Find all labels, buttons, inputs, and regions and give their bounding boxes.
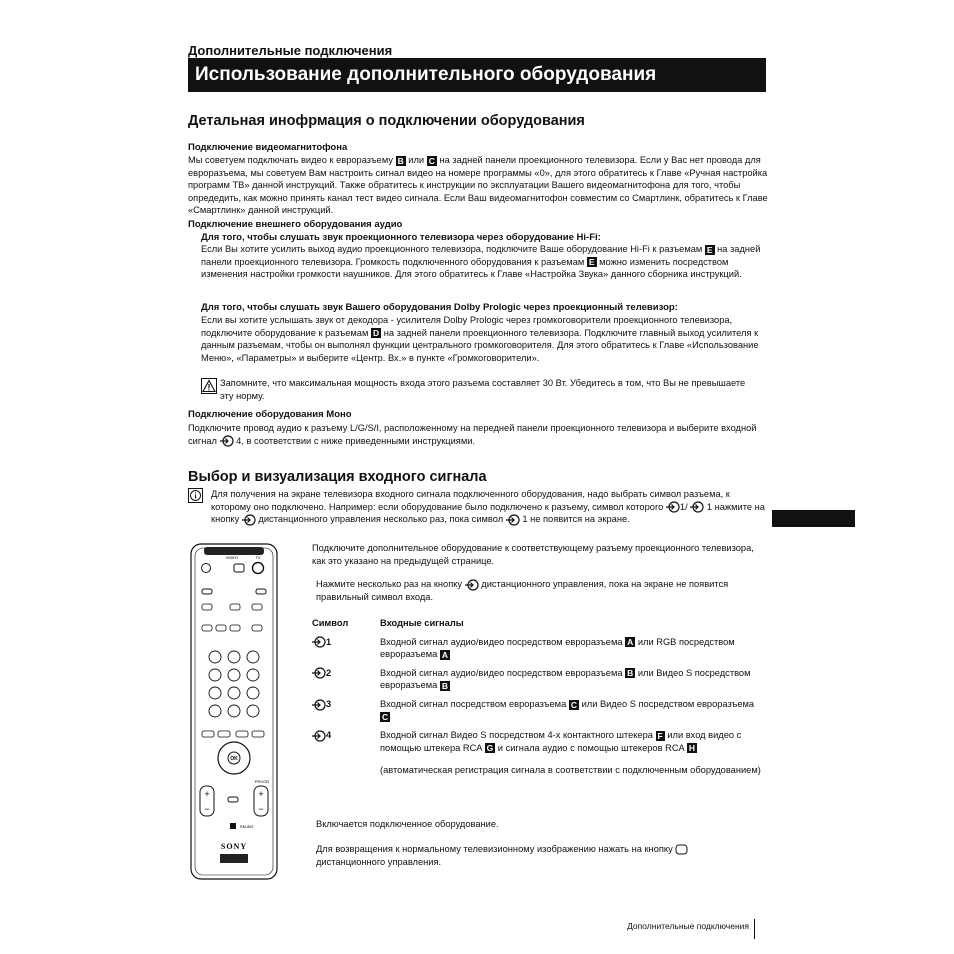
audio-heading: Подключение внешнего оборудования аудио: [188, 219, 403, 230]
info-paragraph: Для получения на экране телевизора входного сигнала подключенного оборудования, надо выбрать символ разъема, к которому оно подключено. Например: если оборудование было подключено к разъему, символ которого 1/ 1 нажмите на кнопку дистанционного управления несколько раз, пока символ 1 не появится на экране.: [211, 489, 765, 525]
remote-model-label: RM-892: [240, 825, 254, 829]
svg-text:OK: OK: [230, 756, 238, 762]
warning-icon: [201, 378, 217, 394]
connector-badge: C: [428, 155, 435, 166]
input-signal-table: [312, 617, 764, 777]
vcr-paragraph: Мы советуем подключать видео к евроразъему B или C на задней панели проекционного телевизора. Если у Вас нет провода для евроразъема, мы советуем Вам настроить сигнал видео на номере программы «0», для этого обратитесь к Главе «Ручная настройка программ ТВ» данной инструкций. Также обратитесь к инструкции по эксплуатации Вашего видеомагнитофона для того, чтобы опредедить, как можно принять канал тест видео сигнала. Если Ваш видеомагнитофон совместим со Смартлинк, обратитесь к Главе «Смартлинк» данной инструкций.: [188, 155, 768, 216]
page-banner-title: Использование дополнительного оборудования: [188, 58, 766, 92]
connector-badge: D: [372, 328, 380, 339]
remote-tv-label: TV: [255, 555, 261, 560]
svg-text:−: −: [258, 804, 264, 814]
input-icon: [312, 667, 326, 679]
section-label: Дополнительные подключения: [188, 43, 393, 58]
step-4-text: Для возвращения к нормальному телевизионному изображению нажать на кнопку дистанционного управления.: [316, 843, 756, 868]
input-icon: [242, 514, 256, 526]
table-row: 2 Входной сигнал аудио/видео посредством евроразъема B или Видео S посредством евроразъема B: [312, 667, 764, 698]
remote-video-label: VIDEO: [225, 555, 239, 560]
column-header-signals: Входные сигналы: [380, 618, 464, 628]
svg-text:+: +: [258, 789, 264, 799]
remote-control-illustration: [190, 543, 278, 880]
table-row: 1 Входной сигнал аудио/видео посредством евроразъема A или RGB посредством евроразъема A: [312, 636, 764, 667]
column-header-symbol: Символ: [312, 618, 349, 628]
warning-text: Запомните, что максимальная мощность входа этого разъема составляет 30 Вт. Убедитесь в том, что Вы не превышаете эту норму.: [220, 378, 746, 401]
step-3-text: Включается подключенное оборудование.: [316, 819, 499, 829]
vcr-heading: Подключение видеомагнитофона: [188, 142, 348, 153]
step-1-text: Подключите дополнительное оборудование к соответствующему разъему проекционного телевизора, как это указано на предыдущей странице.: [312, 543, 754, 566]
info-icon: [188, 488, 203, 503]
connector-badge: E: [588, 257, 595, 268]
input-icon: [465, 579, 479, 591]
page-footer: Дополнительные подключения: [627, 921, 749, 931]
table-header-row: [312, 617, 764, 636]
svg-text:+: +: [204, 789, 210, 799]
footer-divider: [754, 919, 755, 939]
remote-progr-label: PROGR: [254, 779, 270, 784]
mono-paragraph: Подключите провод аудио к разъему L/G/S/I, расположенному на передней панели проекционного телевизора и выберите входной сигнал 4, в соответствии с ниже приведенными инструкциями.: [188, 423, 757, 446]
input-icon: [312, 730, 326, 742]
step-2-text: Нажмите несколько раз на кнопку дистанционного управления, пока на экране не появится правильный символ входа.: [316, 579, 729, 602]
hifi-paragraph: Если Вы хотите усилить выход аудио проекционного телевизора, подключите Ваше оборудование Hi-Fi к разъемам E на задней панели проекционного телевизора. Громкость подключенного оборудования к разъемам E можно изменить посредством изменения настройки громкости наушников. Для этого обратитесь к Главе «Настройка Звука» данного сборника инструкций.: [201, 244, 761, 280]
input-icon: [690, 501, 704, 513]
auto-registration-note: (автоматическая регистрация сигнала в соответствии с подключенным оборудованием): [380, 765, 761, 776]
table-row: 4 Входной сигнал Видео S посредством 4-х контактного штекера F или вход видео с помощью штекера RCA G и сигнала аудио с помощью штекеров RCA H: [312, 729, 764, 764]
svg-text:−: −: [204, 804, 210, 814]
dolby-paragraph: Если вы хотите услышать звук от декодора - усилителя Dolby Prologic через громкоговорители проекционного телевизора, подключите оборудование к разъемам D на задней панели проекционного телевизора. Подключите главный выход усилителя к данным разъемам, чтобы он выполнял функции центрального громкоговорителя. Для этого обратитесь к Главе «Использование Меню», «Параметры» и выберите «Центр. Вх.» в пункте «Громкоговорители».: [201, 315, 759, 363]
chapter-tab: [772, 510, 855, 527]
mono-heading: Подключение оборудования Моно: [188, 409, 352, 420]
input-icon: [220, 435, 234, 447]
input-icon: [506, 514, 520, 526]
table-row: 3 Входной сигнал посредством евроразъема C или Видео S посредством евроразъема C: [312, 698, 764, 729]
input-icon: [312, 636, 326, 648]
select-heading: Выбор и визуализация входного сигнала: [188, 469, 487, 485]
dolby-heading: Для того, чтобы слушать звук Вашего оборудования Dolby Prologic через проекционный телевизор:: [201, 302, 678, 313]
detail-heading: Детальная инофрмация о подключении оборудования: [188, 113, 585, 129]
connector-badge: E: [706, 244, 713, 255]
input-icon: [312, 699, 326, 711]
hifi-heading: Для того, чтобы слушать звук проекционного телевизора через оборудование Hi-Fi:: [201, 232, 601, 243]
input-icon: [666, 501, 680, 513]
table-row: [312, 764, 764, 777]
tv-button-icon: [675, 844, 688, 855]
remote-brand-label: SONY: [220, 842, 248, 851]
connector-badge: B: [397, 155, 404, 166]
